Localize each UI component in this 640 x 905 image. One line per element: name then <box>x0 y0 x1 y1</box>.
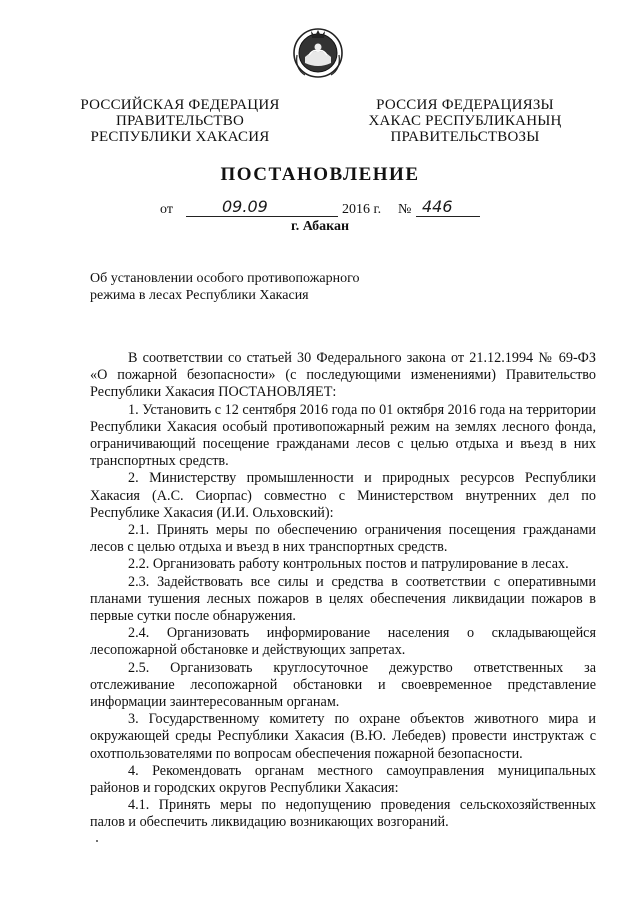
body-paragraph: 4.1. Принять меры по недопущению проведения сельскохозяйственных палов и обеспечить ликвидацию возникающих возгораний. <box>90 797 596 831</box>
header-left-line: ПРАВИТЕЛЬСТВО <box>115 113 245 129</box>
body-paragraph: 1. Установить с 12 сентября 2016 года по 01 октября 2016 года на территории Республики Хакасия особый противопожарный режим на землях лесного фонда, ограничивающий посещение гражданами лесов с целью отдыха и въезд в них транспортных средств. <box>90 401 596 470</box>
date-underline <box>186 216 338 217</box>
number-label: № <box>398 202 412 217</box>
date-year: 2016 г. <box>342 202 382 217</box>
body-paragraph: 2.5. Организовать круглосуточное дежурство ответственных за отслеживание лесопожарной обстановки и своевременное представление информации заинтересованным органам. <box>90 659 596 711</box>
body-paragraph: 2.4. Организовать информирование населения о складывающейся лесопожарной обстановке и действующих запретах. <box>90 625 596 659</box>
body-paragraph: 2.1. Принять меры по обеспечению ограничения посещения гражданами лесов с целью отдыха и въезд в них транспортных средств. <box>90 522 596 556</box>
subject-line: Об установлении особого противопожарного <box>90 271 360 286</box>
header-right-block <box>360 97 570 145</box>
header-right-line: ХАКАС РЕСПУБЛИКАНЫҢ <box>368 113 562 129</box>
header-left-line: РЕСПУБЛИКИ ХАКАСИЯ <box>90 129 270 145</box>
date-day-month: 09.09 <box>222 197 268 216</box>
document-title: ПОСТАНОВЛЕНИЕ <box>220 164 420 185</box>
date-prefix: от <box>160 202 173 217</box>
number-underline <box>416 216 480 217</box>
subject-block <box>90 270 410 304</box>
subject-line: режима в лесах Республики Хакасия <box>90 288 309 303</box>
header-right-line: РОССИЯ ФЕДЕРАЦИЯЗЫ <box>376 97 554 113</box>
body-paragraph: 2.3. Задействовать все силы и средства в соответствии с оперативными планами тушения лесных пожаров в целях обеспечения ликвидации пожаров в первые сутки после обнаружения. <box>90 573 596 625</box>
document-number: 446 <box>422 197 453 216</box>
body-paragraph: 3. Государственному комитету по охране объектов животного мира и окружающей среды Республики Хакасия (В.Ю. Лебедев) провести инструктаж с охотпользователями по вопросам обеспечения пожарной безопасности. <box>90 711 596 762</box>
header-left-line: РОССИЙСКАЯ ФЕДЕРАЦИЯ <box>80 97 280 113</box>
scan-speck <box>96 840 98 842</box>
document-body <box>90 350 596 832</box>
body-paragraph: 2.2. Организовать работу контрольных постов и патрулирование в лесах. <box>128 556 569 573</box>
header-right-line: ПРАВИТЕЛЬСТВОЗЫ <box>390 129 540 145</box>
city-line: г. Абакан <box>290 219 350 234</box>
body-paragraph: 2. Министерству промышленности и природных ресурсов Республики Хакасия (А.С. Сиорпас) совместно с Министерством внутренних дел по Республике Хакасия (И.И. Ольховский): <box>90 470 596 521</box>
coat-of-arms-icon <box>291 25 345 79</box>
body-paragraph: 4. Рекомендовать органам местного самоуправления муниципальных районов и городских округов Республики Хакасия: <box>90 762 596 797</box>
header-left-block <box>80 97 280 145</box>
body-paragraph: В соответствии со статьей 30 Федерального закона от 21.12.1994 № 69-ФЗ «О пожарной безопасности» (с последующими изменениями) Правительство Республики Хакасия ПОСТАНОВЛЯЕТ: <box>90 350 596 401</box>
